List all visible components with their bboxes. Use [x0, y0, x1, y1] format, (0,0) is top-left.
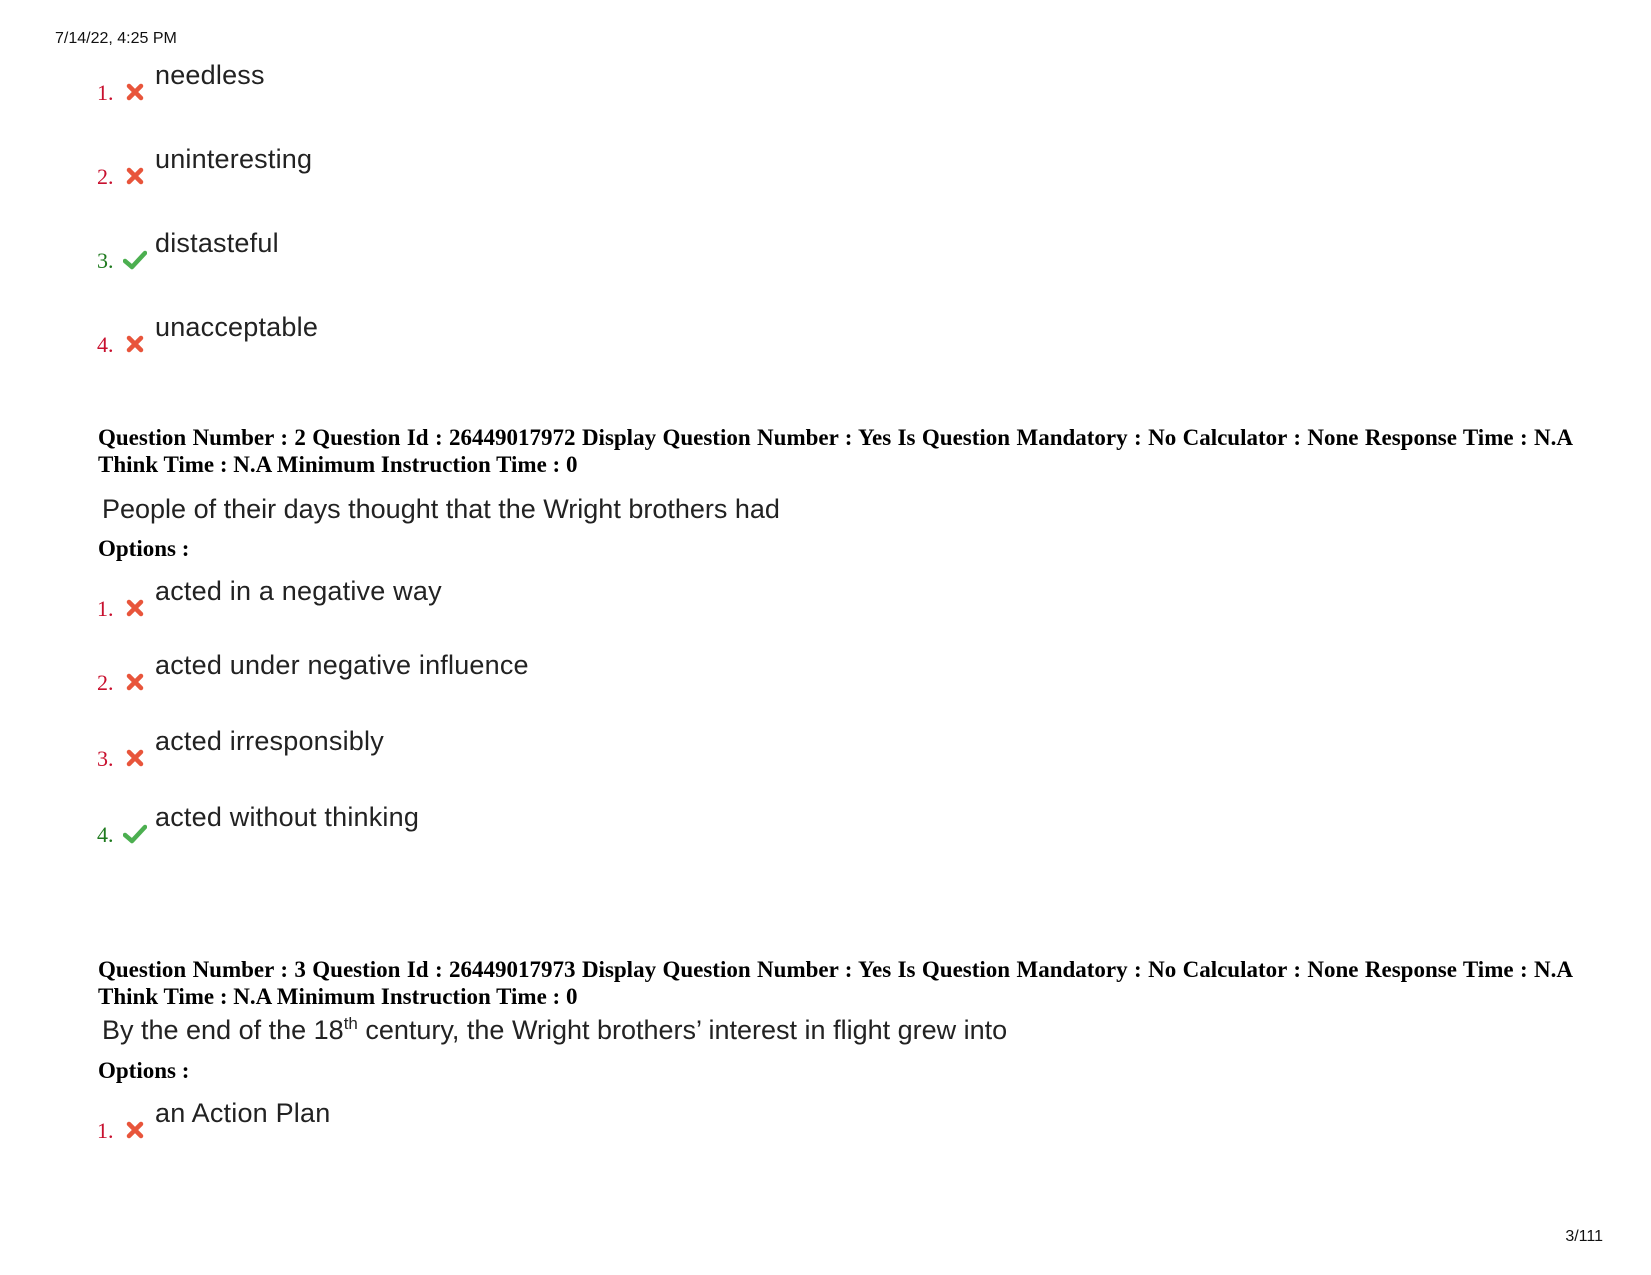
option-text: acted irresponsibly [155, 726, 384, 756]
option-text: needless [155, 60, 265, 90]
option-text: acted in a negative way [155, 576, 442, 606]
option-number: 3. [97, 746, 114, 771]
question-meta: Question Number : 2 Question Id : 26449017972 Display Question Number : Yes Is Question Mandatory : No Calculator : None Response Time : N.A Think Time : N.A Minimum Instruction Time : 0 [98, 425, 1573, 477]
cross-icon [123, 670, 147, 694]
option-text: distasteful [155, 228, 279, 258]
option-text: unacceptable [155, 312, 319, 342]
question-text [102, 1014, 1007, 1046]
option-number: 1. [97, 80, 114, 105]
option-text: acted under negative influence [155, 650, 529, 680]
options-label: Options : [98, 1058, 190, 1083]
option-item [97, 578, 442, 622]
option-number: 4. [97, 822, 114, 847]
option-text: uninteresting [155, 144, 313, 174]
check-icon [123, 822, 147, 846]
option-text: an Action Plan [155, 1098, 331, 1128]
cross-icon [123, 1118, 147, 1142]
page-number: 3/111 [1565, 1228, 1603, 1245]
option-item [97, 146, 312, 190]
option-number: 1. [97, 1118, 114, 1143]
option-number: 1. [97, 596, 114, 621]
option-item [97, 62, 265, 106]
option-item [97, 314, 318, 358]
option-number: 2. [97, 164, 114, 189]
question-text-start: By the end of the 18 [102, 1015, 344, 1045]
cross-icon [123, 164, 147, 188]
option-item [97, 652, 529, 696]
option-text: acted without thinking [155, 802, 420, 832]
page-timestamp: 7/14/22, 4:25 PM [55, 30, 177, 47]
options-label: Options : [98, 536, 190, 561]
cross-icon [123, 80, 147, 104]
question-text-end: century, the Wright brothers’ interest in flight grew into [357, 1015, 1008, 1045]
question-text-superscript: th [343, 1014, 358, 1033]
check-icon [123, 248, 147, 272]
option-number: 2. [97, 670, 114, 695]
option-item [97, 1100, 330, 1144]
question-text: People of their days thought that the Wright brothers had [102, 494, 780, 524]
cross-icon [123, 332, 147, 356]
option-item [97, 728, 384, 772]
option-number: 3. [97, 248, 114, 273]
question-meta: Question Number : 3 Question Id : 26449017973 Display Question Number : Yes Is Question Mandatory : No Calculator : None Response Time : N.A Think Time : N.A Minimum Instruction Time : 0 [98, 957, 1573, 1009]
option-item [97, 804, 419, 848]
option-item [97, 230, 279, 274]
option-number: 4. [97, 332, 114, 357]
cross-icon [123, 596, 147, 620]
cross-icon [123, 746, 147, 770]
